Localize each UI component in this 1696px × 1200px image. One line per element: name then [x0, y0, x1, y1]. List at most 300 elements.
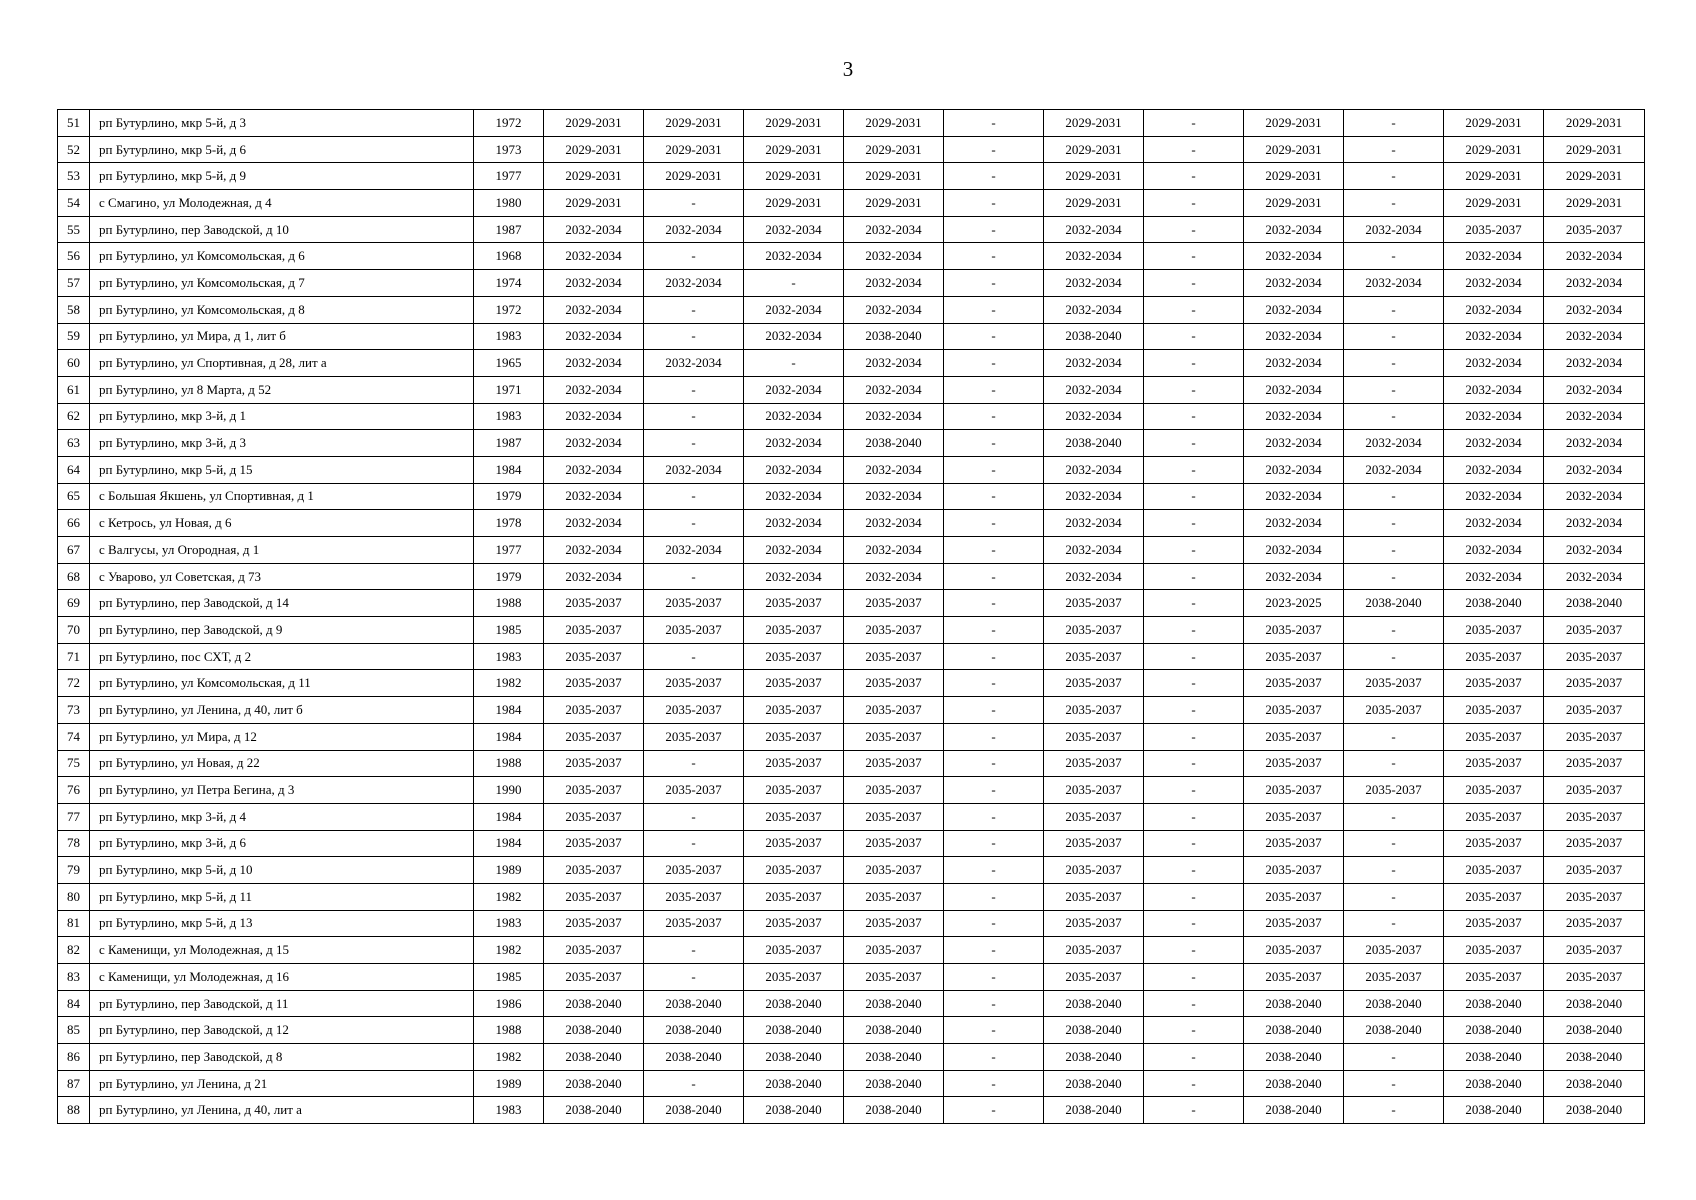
page-number: 3: [842, 57, 854, 81]
period-cell-6: 2038-2040: [1044, 1044, 1144, 1071]
address-cell: рп Бутурлино, мкр 5-й, д 10: [90, 857, 474, 884]
period-cell-5: -: [944, 777, 1044, 804]
period-cell-5: -: [944, 163, 1044, 190]
period-cell-8: 2035-2037: [1244, 723, 1344, 750]
period-cell-10: 2032-2034: [1444, 376, 1544, 403]
period-cell-9: -: [1344, 483, 1444, 510]
period-cell-4: 2032-2034: [844, 510, 944, 537]
year-built-cell: 1983: [474, 910, 544, 937]
period-cell-8: 2032-2034: [1244, 323, 1344, 350]
period-cell-9: 2035-2037: [1344, 964, 1444, 991]
year-built-cell: 1972: [474, 110, 544, 137]
period-cell-5: -: [944, 1017, 1044, 1044]
period-cell-4: 2032-2034: [844, 216, 944, 243]
period-cell-10: 2032-2034: [1444, 537, 1544, 564]
address-cell: с Уварово, ул Советская, д 73: [90, 563, 474, 590]
period-cell-2: -: [644, 296, 744, 323]
row-number-cell: 57: [58, 270, 90, 297]
row-number-cell: 52: [58, 136, 90, 163]
period-cell-2: -: [644, 430, 744, 457]
period-cell-1: 2035-2037: [544, 750, 644, 777]
period-cell-1: 2038-2040: [544, 1070, 644, 1097]
table-row: [58, 296, 1645, 323]
period-cell-4: 2032-2034: [844, 456, 944, 483]
table-row: [58, 403, 1645, 430]
year-built-cell: 1984: [474, 456, 544, 483]
table-row: [58, 350, 1645, 377]
period-cell-1: 2038-2040: [544, 990, 644, 1017]
period-cell-11: 2035-2037: [1544, 750, 1645, 777]
period-cell-3: 2032-2034: [744, 456, 844, 483]
period-cell-4: 2032-2034: [844, 537, 944, 564]
address-cell: рп Бутурлино, мкр 3-й, д 1: [90, 403, 474, 430]
period-cell-5: -: [944, 563, 1044, 590]
table-row: [58, 430, 1645, 457]
table-row: [58, 857, 1645, 884]
row-number-cell: 83: [58, 964, 90, 991]
period-cell-11: 2029-2031: [1544, 190, 1645, 217]
period-cell-10: 2032-2034: [1444, 350, 1544, 377]
period-cell-2: 2032-2034: [644, 270, 744, 297]
period-cell-9: -: [1344, 830, 1444, 857]
period-cell-4: 2035-2037: [844, 830, 944, 857]
period-cell-9: -: [1344, 296, 1444, 323]
period-cell-7: -: [1144, 750, 1244, 777]
period-cell-9: -: [1344, 163, 1444, 190]
period-cell-8: 2035-2037: [1244, 964, 1344, 991]
address-cell: рп Бутурлино, пер Заводской, д 11: [90, 990, 474, 1017]
period-cell-3: 2038-2040: [744, 1097, 844, 1124]
period-cell-5: -: [944, 883, 1044, 910]
period-cell-8: 2032-2034: [1244, 403, 1344, 430]
period-cell-4: 2035-2037: [844, 937, 944, 964]
period-cell-5: -: [944, 937, 1044, 964]
address-cell: рп Бутурлино, пер Заводской, д 14: [90, 590, 474, 617]
period-cell-9: 2038-2040: [1344, 590, 1444, 617]
period-cell-5: -: [944, 483, 1044, 510]
period-cell-10: 2032-2034: [1444, 403, 1544, 430]
period-cell-10: 2035-2037: [1444, 937, 1544, 964]
period-cell-6: 2038-2040: [1044, 1097, 1144, 1124]
table-row: [58, 537, 1645, 564]
period-cell-11: 2038-2040: [1544, 1070, 1645, 1097]
year-built-cell: 1984: [474, 723, 544, 750]
table-row: [58, 937, 1645, 964]
period-cell-9: 2032-2034: [1344, 456, 1444, 483]
period-cell-10: 2035-2037: [1444, 670, 1544, 697]
period-cell-10: 2038-2040: [1444, 1070, 1544, 1097]
period-cell-3: 2029-2031: [744, 190, 844, 217]
period-cell-11: 2038-2040: [1544, 590, 1645, 617]
period-cell-1: 2035-2037: [544, 910, 644, 937]
period-cell-11: 2032-2034: [1544, 537, 1645, 564]
period-cell-9: -: [1344, 750, 1444, 777]
period-cell-10: 2035-2037: [1444, 803, 1544, 830]
row-number-cell: 64: [58, 456, 90, 483]
period-cell-1: 2032-2034: [544, 350, 644, 377]
year-built-cell: 1971: [474, 376, 544, 403]
period-cell-7: -: [1144, 990, 1244, 1017]
row-number-cell: 55: [58, 216, 90, 243]
period-cell-10: 2035-2037: [1444, 830, 1544, 857]
period-cell-5: -: [944, 510, 1044, 537]
address-cell: рп Бутурлино, пер Заводской, д 8: [90, 1044, 474, 1071]
period-cell-6: 2035-2037: [1044, 910, 1144, 937]
row-number-cell: 69: [58, 590, 90, 617]
period-cell-4: 2038-2040: [844, 1017, 944, 1044]
schedule-table: [57, 109, 1645, 1124]
period-cell-9: 2035-2037: [1344, 937, 1444, 964]
period-cell-2: -: [644, 403, 744, 430]
period-cell-6: 2035-2037: [1044, 643, 1144, 670]
table-row: [58, 803, 1645, 830]
period-cell-4: 2035-2037: [844, 910, 944, 937]
address-cell: с Смагино, ул Молодежная, д 4: [90, 190, 474, 217]
address-cell: рп Бутурлино, ул Комсомольская, д 11: [90, 670, 474, 697]
table-row: [58, 216, 1645, 243]
period-cell-4: 2038-2040: [844, 1070, 944, 1097]
table-row: [58, 270, 1645, 297]
period-cell-5: -: [944, 110, 1044, 137]
period-cell-6: 2035-2037: [1044, 803, 1144, 830]
period-cell-5: -: [944, 830, 1044, 857]
period-cell-8: 2032-2034: [1244, 510, 1344, 537]
row-number-cell: 88: [58, 1097, 90, 1124]
period-cell-3: 2038-2040: [744, 1070, 844, 1097]
year-built-cell: 1982: [474, 670, 544, 697]
row-number-cell: 51: [58, 110, 90, 137]
period-cell-11: 2032-2034: [1544, 456, 1645, 483]
period-cell-5: -: [944, 617, 1044, 644]
row-number-cell: 59: [58, 323, 90, 350]
period-cell-10: 2035-2037: [1444, 857, 1544, 884]
period-cell-10: 2038-2040: [1444, 590, 1544, 617]
period-cell-4: 2035-2037: [844, 803, 944, 830]
period-cell-7: -: [1144, 110, 1244, 137]
period-cell-11: 2035-2037: [1544, 937, 1645, 964]
period-cell-11: 2035-2037: [1544, 830, 1645, 857]
year-built-cell: 1983: [474, 643, 544, 670]
address-cell: рп Бутурлино, ул Спортивная, д 28, лит а: [90, 350, 474, 377]
period-cell-1: 2038-2040: [544, 1044, 644, 1071]
period-cell-1: 2035-2037: [544, 670, 644, 697]
period-cell-9: -: [1344, 376, 1444, 403]
row-number-cell: 84: [58, 990, 90, 1017]
period-cell-5: -: [944, 136, 1044, 163]
period-cell-7: -: [1144, 483, 1244, 510]
year-built-cell: 1968: [474, 243, 544, 270]
table-row: [58, 964, 1645, 991]
period-cell-7: -: [1144, 216, 1244, 243]
period-cell-10: 2038-2040: [1444, 1017, 1544, 1044]
period-cell-4: 2032-2034: [844, 376, 944, 403]
row-number-cell: 79: [58, 857, 90, 884]
period-cell-8: 2029-2031: [1244, 110, 1344, 137]
period-cell-4: 2035-2037: [844, 643, 944, 670]
period-cell-3: 2032-2034: [744, 563, 844, 590]
period-cell-1: 2029-2031: [544, 136, 644, 163]
period-cell-6: 2032-2034: [1044, 537, 1144, 564]
period-cell-5: -: [944, 243, 1044, 270]
table-row: [58, 990, 1645, 1017]
period-cell-11: 2035-2037: [1544, 617, 1645, 644]
period-cell-2: -: [644, 510, 744, 537]
year-built-cell: 1987: [474, 430, 544, 457]
period-cell-4: 2038-2040: [844, 990, 944, 1017]
row-number-cell: 62: [58, 403, 90, 430]
period-cell-6: 2035-2037: [1044, 590, 1144, 617]
period-cell-3: 2035-2037: [744, 643, 844, 670]
period-cell-2: 2038-2040: [644, 1017, 744, 1044]
period-cell-10: 2032-2034: [1444, 270, 1544, 297]
period-cell-6: 2032-2034: [1044, 403, 1144, 430]
row-number-cell: 78: [58, 830, 90, 857]
period-cell-4: 2035-2037: [844, 723, 944, 750]
period-cell-2: -: [644, 803, 744, 830]
period-cell-6: 2029-2031: [1044, 136, 1144, 163]
period-cell-6: 2029-2031: [1044, 190, 1144, 217]
period-cell-1: 2032-2034: [544, 323, 644, 350]
year-built-cell: 1983: [474, 323, 544, 350]
period-cell-11: 2035-2037: [1544, 910, 1645, 937]
period-cell-9: -: [1344, 723, 1444, 750]
row-number-cell: 53: [58, 163, 90, 190]
period-cell-2: 2038-2040: [644, 1044, 744, 1071]
period-cell-6: 2032-2034: [1044, 270, 1144, 297]
period-cell-11: 2035-2037: [1544, 723, 1645, 750]
period-cell-2: 2035-2037: [644, 697, 744, 724]
period-cell-9: -: [1344, 190, 1444, 217]
period-cell-4: 2035-2037: [844, 750, 944, 777]
period-cell-8: 2029-2031: [1244, 163, 1344, 190]
row-number-cell: 81: [58, 910, 90, 937]
period-cell-3: 2038-2040: [744, 1044, 844, 1071]
year-built-cell: 1979: [474, 483, 544, 510]
period-cell-7: -: [1144, 803, 1244, 830]
year-built-cell: 1974: [474, 270, 544, 297]
period-cell-5: -: [944, 1070, 1044, 1097]
period-cell-9: -: [1344, 857, 1444, 884]
period-cell-2: -: [644, 376, 744, 403]
period-cell-8: 2038-2040: [1244, 1097, 1344, 1124]
period-cell-4: 2035-2037: [844, 857, 944, 884]
period-cell-8: 2035-2037: [1244, 750, 1344, 777]
table-body: [58, 110, 1645, 1124]
period-cell-3: 2032-2034: [744, 537, 844, 564]
row-number-cell: 72: [58, 670, 90, 697]
period-cell-2: -: [644, 964, 744, 991]
period-cell-9: 2038-2040: [1344, 990, 1444, 1017]
period-cell-5: -: [944, 670, 1044, 697]
period-cell-5: -: [944, 750, 1044, 777]
period-cell-2: 2038-2040: [644, 1097, 744, 1124]
period-cell-1: 2032-2034: [544, 483, 644, 510]
period-cell-7: -: [1144, 190, 1244, 217]
period-cell-4: 2035-2037: [844, 617, 944, 644]
period-cell-2: -: [644, 1070, 744, 1097]
period-cell-11: 2032-2034: [1544, 243, 1645, 270]
period-cell-11: 2035-2037: [1544, 643, 1645, 670]
address-cell: с Большая Якшень, ул Спортивная, д 1: [90, 483, 474, 510]
table-row: [58, 1070, 1645, 1097]
period-cell-8: 2032-2034: [1244, 350, 1344, 377]
address-cell: с Валгусы, ул Огородная, д 1: [90, 537, 474, 564]
period-cell-6: 2032-2034: [1044, 296, 1144, 323]
year-built-cell: 1987: [474, 216, 544, 243]
period-cell-10: 2032-2034: [1444, 296, 1544, 323]
address-cell: рп Бутурлино, мкр 5-й, д 6: [90, 136, 474, 163]
period-cell-1: 2032-2034: [544, 456, 644, 483]
period-cell-5: -: [944, 456, 1044, 483]
period-cell-10: 2038-2040: [1444, 1097, 1544, 1124]
period-cell-11: 2032-2034: [1544, 270, 1645, 297]
period-cell-7: -: [1144, 937, 1244, 964]
period-cell-11: 2038-2040: [1544, 1044, 1645, 1071]
period-cell-6: 2032-2034: [1044, 483, 1144, 510]
period-cell-1: 2035-2037: [544, 697, 644, 724]
table-row: [58, 697, 1645, 724]
period-cell-5: -: [944, 430, 1044, 457]
period-cell-1: 2032-2034: [544, 216, 644, 243]
address-cell: рп Бутурлино, мкр 5-й, д 13: [90, 910, 474, 937]
period-cell-4: 2035-2037: [844, 964, 944, 991]
period-cell-7: -: [1144, 643, 1244, 670]
address-cell: рп Бутурлино, мкр 5-й, д 3: [90, 110, 474, 137]
table-row: [58, 510, 1645, 537]
period-cell-4: 2038-2040: [844, 323, 944, 350]
period-cell-3: 2035-2037: [744, 697, 844, 724]
period-cell-3: 2038-2040: [744, 990, 844, 1017]
table-row: [58, 1017, 1645, 1044]
row-number-cell: 80: [58, 883, 90, 910]
period-cell-10: 2029-2031: [1444, 163, 1544, 190]
period-cell-3: 2035-2037: [744, 910, 844, 937]
period-cell-2: 2029-2031: [644, 110, 744, 137]
period-cell-10: 2038-2040: [1444, 1044, 1544, 1071]
period-cell-3: 2035-2037: [744, 857, 844, 884]
period-cell-3: 2032-2034: [744, 216, 844, 243]
table-row: [58, 910, 1645, 937]
period-cell-3: 2029-2031: [744, 163, 844, 190]
period-cell-5: -: [944, 216, 1044, 243]
period-cell-8: 2035-2037: [1244, 857, 1344, 884]
year-built-cell: 1989: [474, 1070, 544, 1097]
period-cell-11: 2032-2034: [1544, 323, 1645, 350]
table-row: [58, 883, 1645, 910]
period-cell-6: 2035-2037: [1044, 723, 1144, 750]
period-cell-11: 2032-2034: [1544, 510, 1645, 537]
period-cell-9: 2032-2034: [1344, 216, 1444, 243]
period-cell-7: -: [1144, 590, 1244, 617]
period-cell-5: -: [944, 643, 1044, 670]
address-cell: рп Бутурлино, мкр 5-й, д 11: [90, 883, 474, 910]
period-cell-6: 2032-2034: [1044, 216, 1144, 243]
address-cell: рп Бутурлино, ул 8 Марта, д 52: [90, 376, 474, 403]
period-cell-2: 2032-2034: [644, 350, 744, 377]
year-built-cell: 1985: [474, 617, 544, 644]
period-cell-3: 2029-2031: [744, 110, 844, 137]
period-cell-3: 2038-2040: [744, 1017, 844, 1044]
period-cell-8: 2035-2037: [1244, 937, 1344, 964]
period-cell-4: 2032-2034: [844, 563, 944, 590]
period-cell-11: 2032-2034: [1544, 376, 1645, 403]
period-cell-7: -: [1144, 243, 1244, 270]
row-number-cell: 54: [58, 190, 90, 217]
period-cell-2: -: [644, 483, 744, 510]
period-cell-6: 2038-2040: [1044, 430, 1144, 457]
period-cell-10: 2035-2037: [1444, 643, 1544, 670]
address-cell: с Кетрось, ул Новая, д 6: [90, 510, 474, 537]
period-cell-3: 2035-2037: [744, 937, 844, 964]
period-cell-9: -: [1344, 110, 1444, 137]
period-cell-6: 2035-2037: [1044, 777, 1144, 804]
row-number-cell: 77: [58, 803, 90, 830]
period-cell-2: -: [644, 750, 744, 777]
address-cell: рп Бутурлино, мкр 5-й, д 9: [90, 163, 474, 190]
table-row: [58, 323, 1645, 350]
year-built-cell: 1988: [474, 590, 544, 617]
row-number-cell: 60: [58, 350, 90, 377]
period-cell-10: 2035-2037: [1444, 216, 1544, 243]
period-cell-3: 2032-2034: [744, 243, 844, 270]
year-built-cell: 1982: [474, 1044, 544, 1071]
period-cell-11: 2035-2037: [1544, 697, 1645, 724]
period-cell-2: 2035-2037: [644, 590, 744, 617]
row-number-cell: 67: [58, 537, 90, 564]
period-cell-1: 2038-2040: [544, 1017, 644, 1044]
period-cell-4: 2029-2031: [844, 190, 944, 217]
year-built-cell: 1972: [474, 296, 544, 323]
period-cell-1: 2035-2037: [544, 777, 644, 804]
period-cell-11: 2032-2034: [1544, 430, 1645, 457]
period-cell-8: 2032-2034: [1244, 270, 1344, 297]
period-cell-7: -: [1144, 537, 1244, 564]
period-cell-4: 2038-2040: [844, 430, 944, 457]
table-row: [58, 750, 1645, 777]
period-cell-3: 2035-2037: [744, 830, 844, 857]
table-row: [58, 1097, 1645, 1124]
period-cell-6: 2032-2034: [1044, 510, 1144, 537]
period-cell-8: 2035-2037: [1244, 643, 1344, 670]
period-cell-4: 2038-2040: [844, 1044, 944, 1071]
period-cell-5: -: [944, 910, 1044, 937]
period-cell-9: 2038-2040: [1344, 1017, 1444, 1044]
period-cell-4: 2035-2037: [844, 697, 944, 724]
period-cell-8: 2029-2031: [1244, 136, 1344, 163]
period-cell-5: -: [944, 537, 1044, 564]
period-cell-2: 2035-2037: [644, 857, 744, 884]
table-row: [58, 830, 1645, 857]
row-number-cell: 86: [58, 1044, 90, 1071]
period-cell-7: -: [1144, 1097, 1244, 1124]
period-cell-3: 2032-2034: [744, 510, 844, 537]
period-cell-8: 2038-2040: [1244, 1070, 1344, 1097]
period-cell-1: 2032-2034: [544, 376, 644, 403]
period-cell-10: 2032-2034: [1444, 563, 1544, 590]
row-number-cell: 82: [58, 937, 90, 964]
period-cell-6: 2035-2037: [1044, 830, 1144, 857]
period-cell-3: 2032-2034: [744, 323, 844, 350]
table-row: [58, 483, 1645, 510]
period-cell-10: 2035-2037: [1444, 617, 1544, 644]
address-cell: рп Бутурлино, мкр 5-й, д 15: [90, 456, 474, 483]
period-cell-8: 2032-2034: [1244, 296, 1344, 323]
period-cell-2: -: [644, 190, 744, 217]
table-row: [58, 563, 1645, 590]
period-cell-9: -: [1344, 537, 1444, 564]
period-cell-11: 2035-2037: [1544, 857, 1645, 884]
period-cell-5: -: [944, 1097, 1044, 1124]
